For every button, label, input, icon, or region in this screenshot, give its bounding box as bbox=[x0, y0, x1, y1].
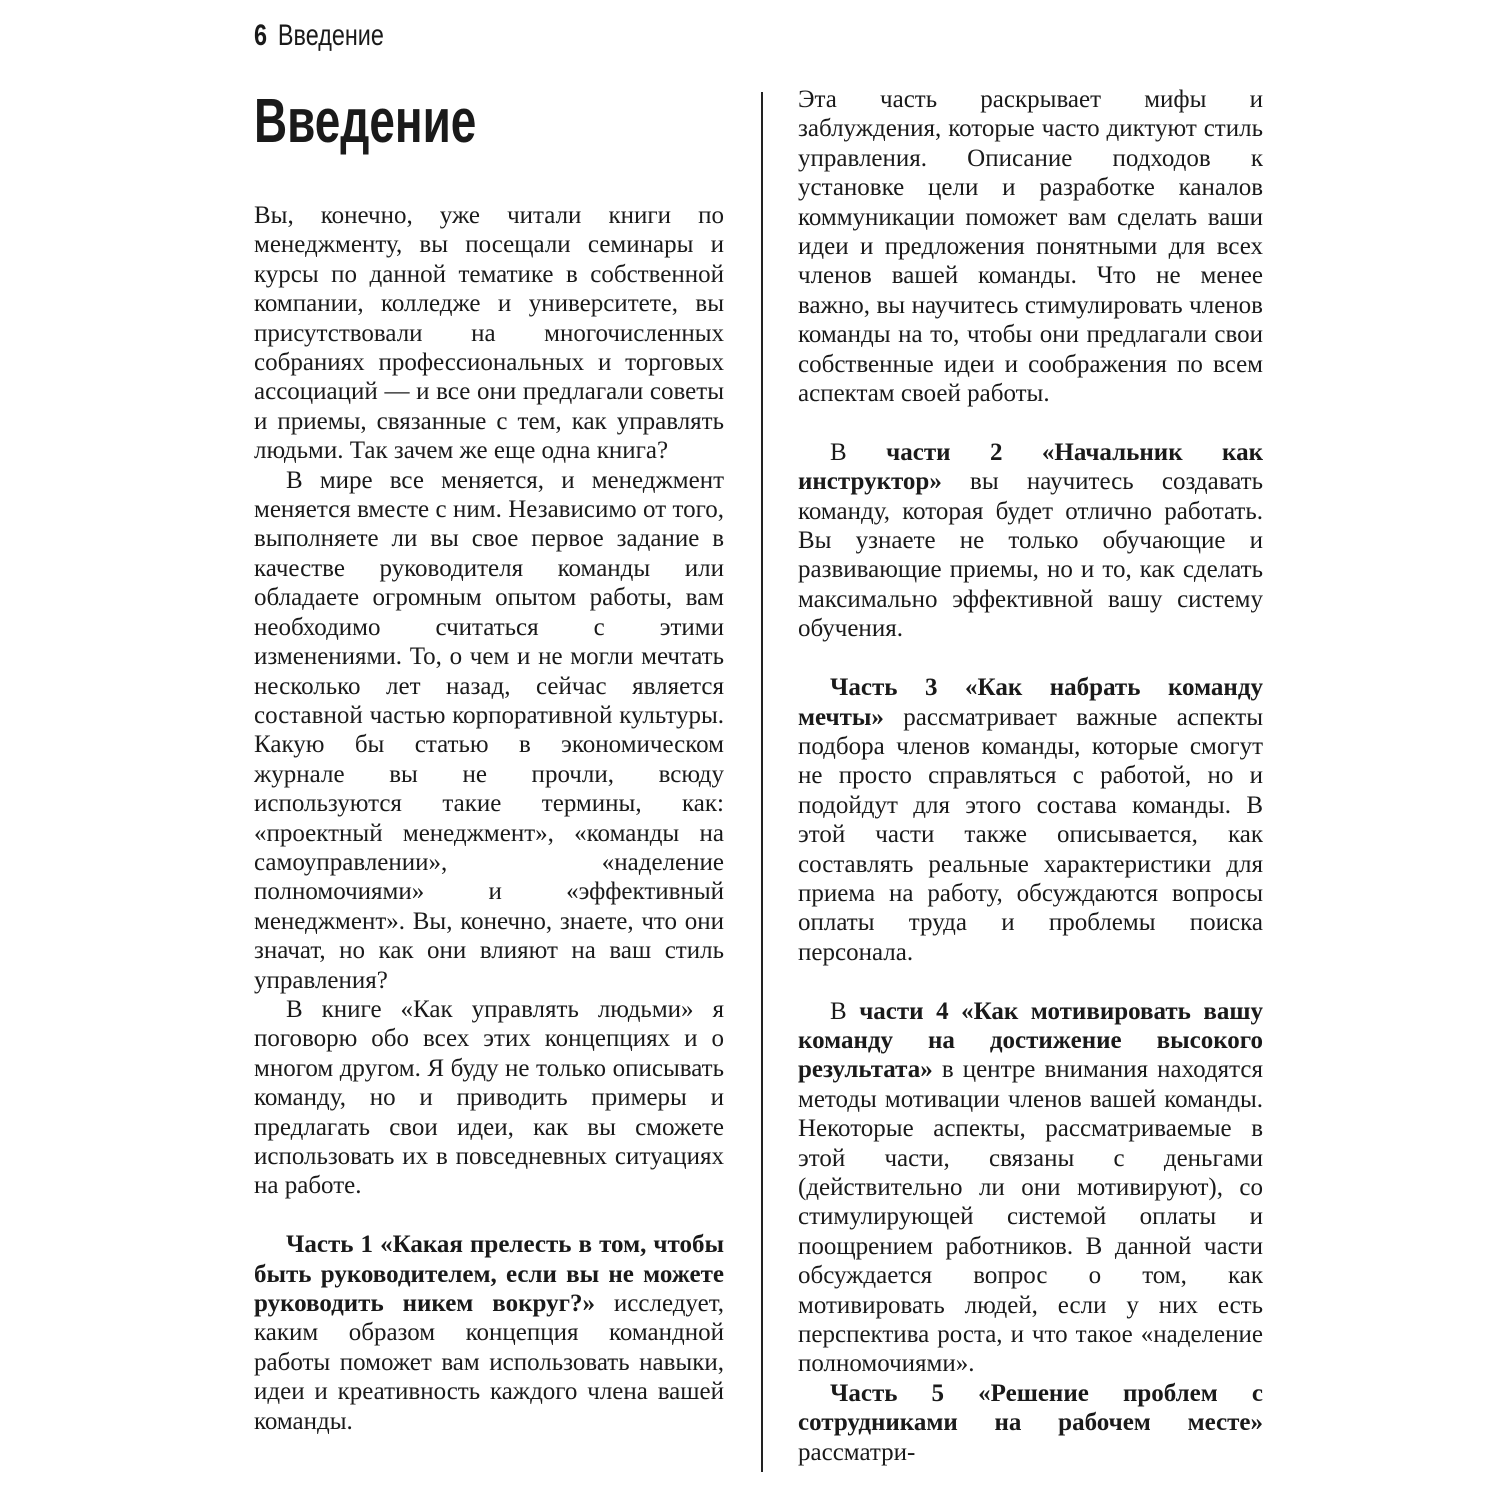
part-5-title: Часть 5 «Решение проблем с сотрудниками на рабочем месте» bbox=[798, 1379, 1263, 1437]
paragraph-part-4 bbox=[798, 997, 1263, 1379]
part-2-title: части 2 «Начальник как инструктор» bbox=[798, 438, 1263, 496]
paragraph-part-2 bbox=[798, 438, 1263, 644]
paragraph-part-5 bbox=[798, 1379, 1263, 1467]
paragraph-change: В мире все меняется, и менеджмент меняется вместе с ним. Независимо от того, выполняете ли вы свое первое задание в качестве руководителя команды или обладаете огромным опытом работы, вам необходимо считаться с этими изменениями. То, о чем и не могли мечтать несколько лет назад, сейчас является составной частью корпоративной культуры. Какую бы статью в экономическом журнале вы не прочли, всюду используются такие термины, как: «проектный менеджмент», «команды на самоуправлении», «наделение полномочиями» и «эффективный менеджмент». Вы, конечно, знаете, что они значат, но как они влияют на ваш стиль управления? bbox=[254, 466, 724, 994]
part-4-title: части 4 «Как мотивировать вашу команду на достижение высокого результата» bbox=[798, 997, 1263, 1084]
paragraph-part-3 bbox=[798, 673, 1263, 967]
paragraph-part-1 bbox=[254, 1230, 724, 1436]
part-4-description: в центре внимания находятся методы мотивации членов вашей команды. Некоторые аспекты, рассматриваемые в этой части, связаны с деньгами (действительно ли они мотивируют), со стимулирующей системой оплаты и поощрением работников. В данной части обсуждается вопрос о том, как мотивировать людей, если у них есть перспектива роста, и что такое «наделение полномочиями». bbox=[798, 1056, 1263, 1378]
paragraph-concepts: В книге «Как управлять людьми» я поговорю обо всех этих концепциях и о многом другом. Я буду не только описывать команду, но и приводить примеры и предлагать свои идеи, как вы сможете использовать их в повседневных ситуациях на работе. bbox=[254, 995, 724, 1200]
column-divider bbox=[761, 92, 763, 1472]
page-header bbox=[254, 14, 384, 58]
part-1-title: Часть 1 «Какая прелесть в том, чтобы быть руководителем, если вы не можете руководить никем вокруг?» bbox=[254, 1231, 724, 1318]
part-2-description: вы научитесь создавать команду, которая будет отлично работать. Вы узнаете не только обучающие и развивающие приемы, но и то, как сделать максимально эффективной вашу систему обучения. bbox=[798, 468, 1263, 643]
part-3-description: рассматривает важные аспекты подбора членов команды, которые смогут не просто справляться с работой, но и подойдут для этого состава команды. В этой части также описывается, как составлять реальные характеристики для приема на работу, обсуждаются вопросы оплаты труда и проблемы поиска персонала. bbox=[798, 703, 1263, 966]
part-5-description: рассматри- bbox=[798, 1438, 916, 1466]
part-3-title: Часть 3 «Как набрать команду мечты» bbox=[798, 674, 1263, 731]
paragraph-intro: Вы, конечно, уже читали книги по менеджменту, вы посещали семинары и курсы по данной тематике в собственной компании, колледже и университете, вы присутствовали на многочисленных собраниях профессиональных и торговых ассоциаций — и все они предлагали советы и приемы, связанные с тем, как управлять людьми. Так зачем же еще одна книга? bbox=[254, 202, 724, 465]
part-2-prefix: В bbox=[830, 438, 887, 466]
left-column bbox=[254, 201, 724, 1436]
page-number: 6 bbox=[254, 19, 268, 52]
chapter-title: Введение bbox=[254, 87, 477, 156]
running-header-title: Введение bbox=[277, 19, 384, 52]
part-1-description: исследует, каким образом концепция командной работы поможет вам использовать навыки, идеи и креативность каждого члена вашей команды. bbox=[254, 1290, 724, 1435]
right-column bbox=[798, 85, 1263, 1467]
part-4-prefix: В bbox=[830, 997, 860, 1025]
paragraph-part-1-continued: Эта часть раскрывает мифы и заблуждения, которые часто диктуют стиль управления. Описание подходов к установке цели и разработке каналов коммуникации поможет вам сделать ваши идеи и предложения понятными для всех членов вашей команды. Что не менее важно, вы научитесь стимулировать членов команды на то, чтобы они предлагали свои собственные идеи и соображения по всем аспектам своей работы. bbox=[798, 86, 1263, 408]
